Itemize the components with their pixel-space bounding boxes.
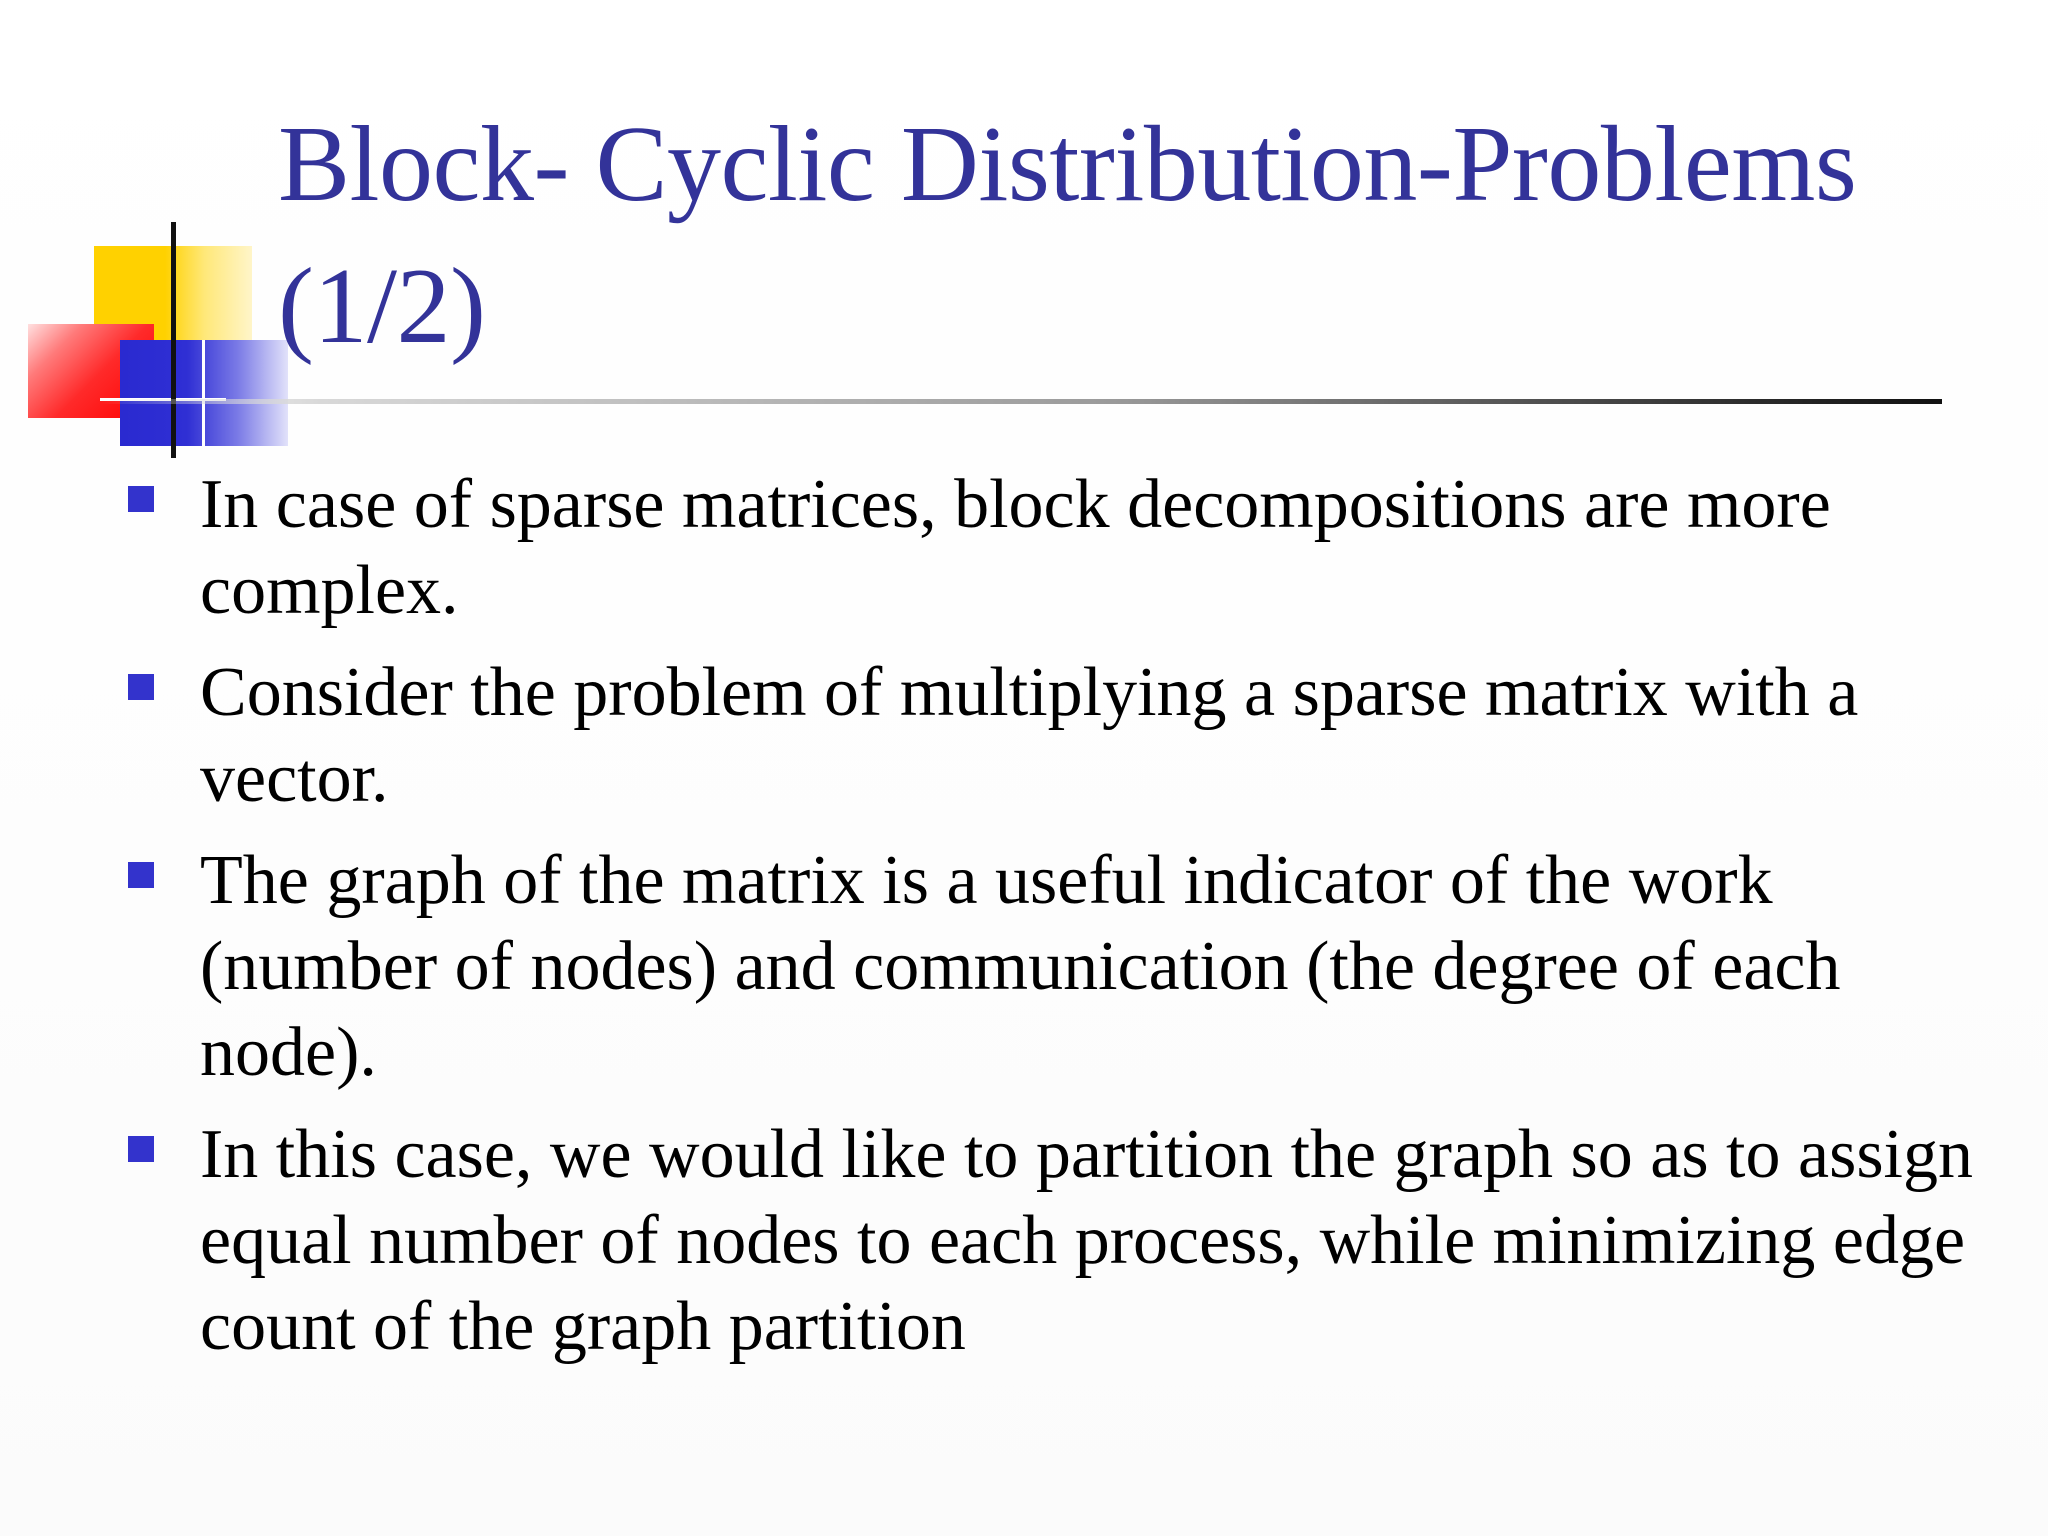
bullet-item <box>0 462 2048 634</box>
bullet-text: The graph of the matrix is a useful indicator of the work (number of nodes) and communication (the degree of each node). <box>200 842 1841 1091</box>
bullet-list <box>0 462 2048 1386</box>
white-vertical-line-decoration <box>202 340 205 446</box>
bullet-text: In case of sparse matrices, block decompositions are more complex. <box>200 466 1831 629</box>
title-underline-rule <box>100 399 1942 404</box>
slide-title: Block- Cyclic Distribution-Problems (1/2) <box>278 105 1857 366</box>
square-bullet-icon <box>128 486 154 512</box>
bullet-item <box>0 650 2048 822</box>
bullet-item <box>0 1112 2048 1370</box>
square-bullet-icon <box>128 862 154 888</box>
square-bullet-icon <box>128 674 154 700</box>
square-bullet-icon <box>128 1136 154 1162</box>
black-vertical-line-decoration <box>171 222 176 458</box>
bullet-text: Consider the problem of multiplying a sparse matrix with a vector. <box>200 654 1859 817</box>
bullet-text: In this case, we would like to partition the graph so as to assign equal number of nodes to each process, while minimizing edge count of the graph partition <box>200 1116 1974 1365</box>
bullet-item <box>0 838 2048 1096</box>
